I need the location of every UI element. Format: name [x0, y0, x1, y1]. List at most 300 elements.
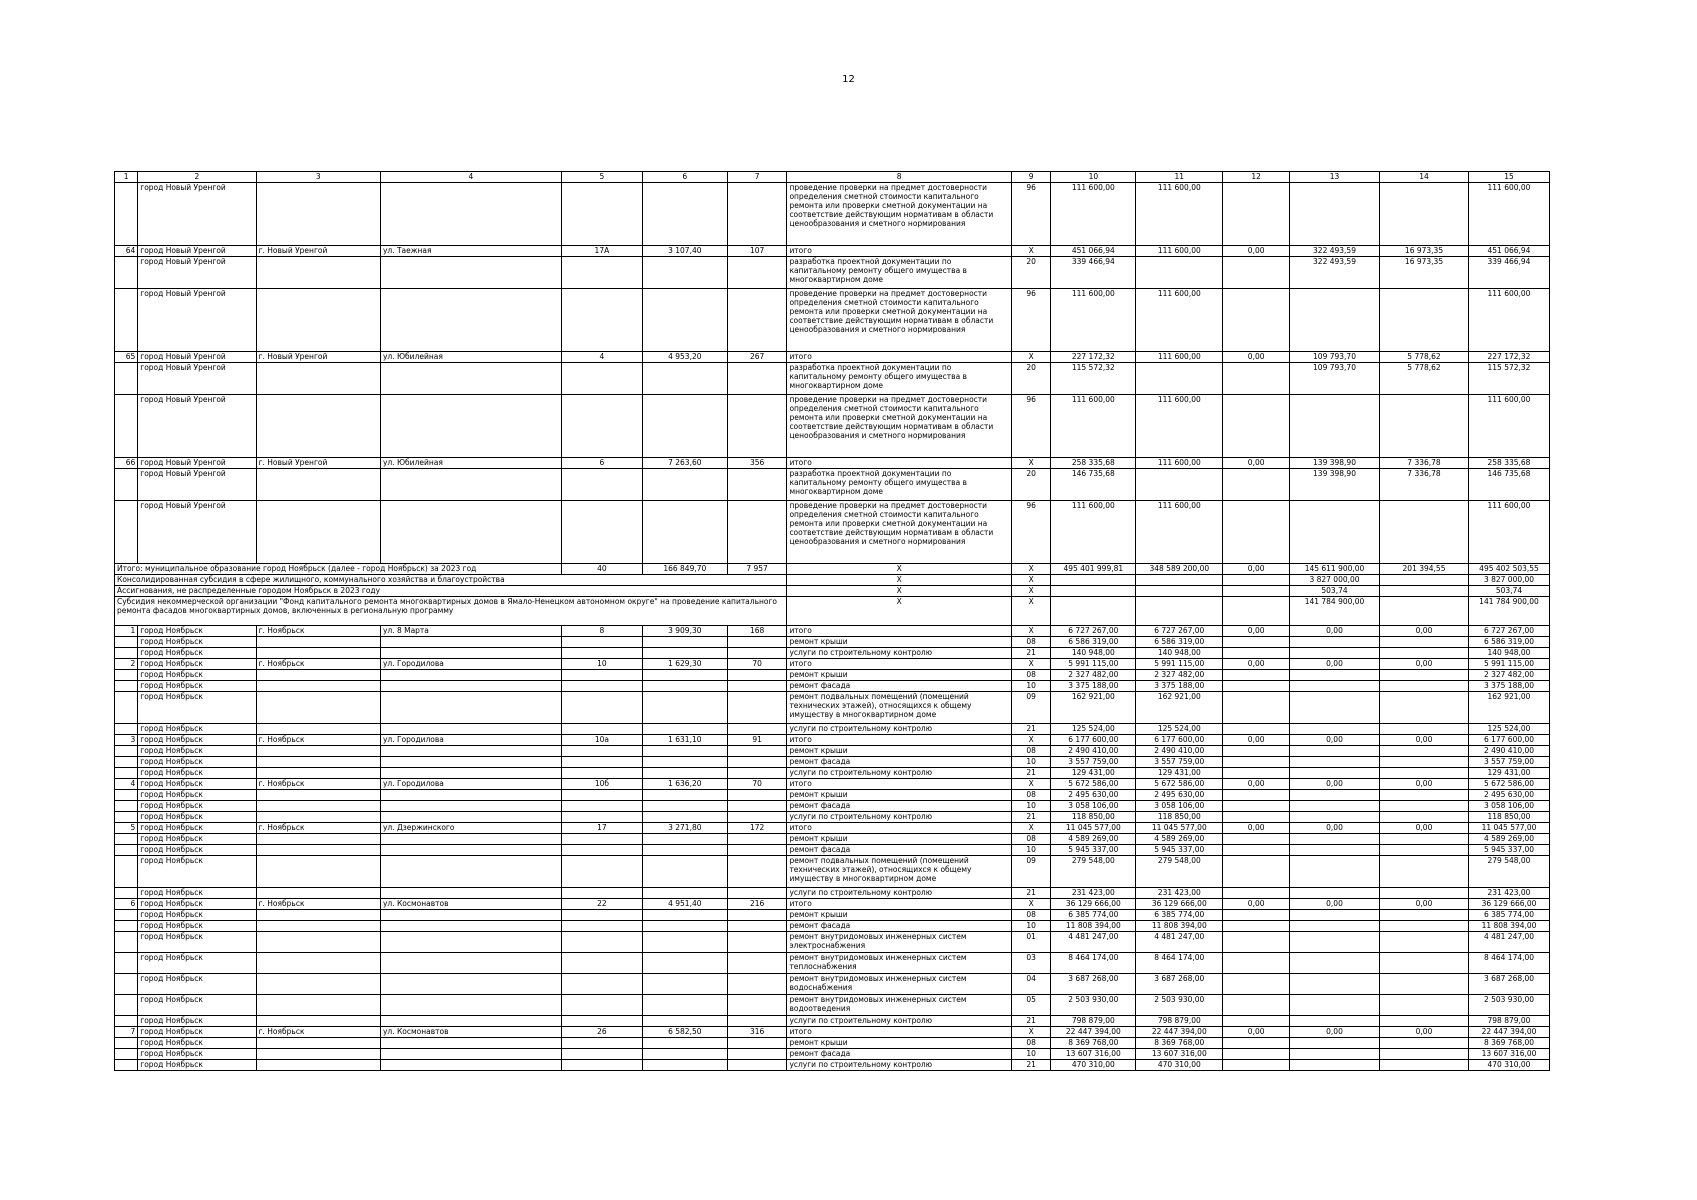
- owners-funds-cell: [1290, 501, 1380, 564]
- row-number-cell: [115, 363, 138, 395]
- total-cost-cell: 2 327 482,00: [1051, 670, 1136, 681]
- total-cost-cell: 13 607 316,00: [1051, 1049, 1136, 1060]
- other-funds-cell: 7 336,78: [1380, 469, 1469, 501]
- city-cell: г. Ноябрьск: [256, 626, 380, 637]
- local-budget-cell: [1223, 768, 1290, 779]
- other-funds-cell: [1380, 768, 1469, 779]
- local-budget-cell: [1223, 724, 1290, 735]
- final-sum-cell: 111 600,00: [1469, 501, 1550, 564]
- other-funds-cell: [1380, 812, 1469, 823]
- summary-x-cell: X: [1011, 586, 1050, 597]
- local-budget-cell: [1223, 932, 1290, 953]
- row-number-cell: [115, 856, 138, 888]
- header-cell: 13: [1290, 172, 1380, 183]
- table-row: [115, 834, 1550, 845]
- work-type-cell: разработка проектной документации по капитальному ремонту общего имущества в многоквартирном доме: [787, 469, 1012, 501]
- local-budget-cell: [1223, 1049, 1290, 1060]
- municipality-cell: город Ноябрьск: [138, 692, 256, 724]
- total-cost-cell: 3 687 268,00: [1051, 974, 1136, 995]
- municipality-cell: город Ноябрьск: [138, 995, 256, 1016]
- final-sum-cell: 6 385 774,00: [1469, 910, 1550, 921]
- total-cost-cell: 22 447 394,00: [1051, 1027, 1136, 1038]
- summary-final-cell: 141 784 900,00: [1469, 597, 1550, 626]
- local-budget-cell: [1223, 289, 1290, 352]
- area-cell: [642, 257, 727, 289]
- summary-other-cell: [1380, 575, 1469, 586]
- table-row: [115, 257, 1550, 289]
- table-row: [115, 757, 1550, 768]
- municipality-cell: город Ноябрьск: [138, 626, 256, 637]
- street-cell: [380, 812, 561, 823]
- area-cell: [642, 921, 727, 932]
- area-cell: [642, 637, 727, 648]
- final-sum-cell: 3 687 268,00: [1469, 974, 1550, 995]
- area-cell: [642, 768, 727, 779]
- budget-cell: 2 503 930,00: [1136, 995, 1223, 1016]
- budget-cell: 8 369 768,00: [1136, 1038, 1223, 1049]
- budget-cell: 4 481 247,00: [1136, 932, 1223, 953]
- summary-x-cell: X: [787, 564, 1012, 575]
- city-cell: [256, 469, 380, 501]
- owners-funds-cell: [1290, 746, 1380, 757]
- house-number-cell: [561, 501, 642, 564]
- local-budget-cell: 0,00: [1223, 823, 1290, 834]
- municipality-cell: город Ноябрьск: [138, 932, 256, 953]
- street-cell: [380, 746, 561, 757]
- residents-cell: 107: [727, 246, 787, 257]
- residents-cell: [727, 1038, 787, 1049]
- residents-cell: [727, 1016, 787, 1027]
- total-cost-cell: 451 066,94: [1051, 246, 1136, 257]
- other-funds-cell: [1380, 974, 1469, 995]
- table-row-house: [115, 626, 1550, 637]
- row-number-cell: [115, 746, 138, 757]
- work-code-cell: 20: [1011, 363, 1050, 395]
- local-budget-cell: [1223, 257, 1290, 289]
- table-row: [115, 921, 1550, 932]
- house-number-cell: 26: [561, 1027, 642, 1038]
- row-number-cell: [115, 974, 138, 995]
- budget-cell: 8 464 174,00: [1136, 953, 1223, 974]
- summary-label-cell: Ассигнования, не распределенные городом Ноябрьск в 2023 году: [115, 586, 787, 597]
- budget-cell: 140 948,00: [1136, 648, 1223, 659]
- city-cell: г. Ноябрьск: [256, 779, 380, 790]
- work-code-cell: 08: [1011, 637, 1050, 648]
- house-number-cell: 4: [561, 352, 642, 363]
- work-type-cell: разработка проектной документации по капитальному ремонту общего имущества в многоквартирном доме: [787, 257, 1012, 289]
- summary-final-cell: 495 402 503,55: [1469, 564, 1550, 575]
- house-number-cell: [561, 363, 642, 395]
- city-cell: [256, 757, 380, 768]
- street-cell: [380, 790, 561, 801]
- other-funds-cell: [1380, 746, 1469, 757]
- total-cost-cell: 5 991 115,00: [1051, 659, 1136, 670]
- house-number-cell: [561, 995, 642, 1016]
- area-cell: [642, 395, 727, 458]
- work-code-cell: 96: [1011, 395, 1050, 458]
- header-cell: 9: [1011, 172, 1050, 183]
- city-cell: [256, 888, 380, 899]
- row-number-cell: 1: [115, 626, 138, 637]
- street-cell: [380, 768, 561, 779]
- final-sum-cell: 8 464 174,00: [1469, 953, 1550, 974]
- house-number-cell: [561, 289, 642, 352]
- owners-funds-cell: [1290, 856, 1380, 888]
- area-cell: [642, 888, 727, 899]
- work-type-cell: ремонт фасада: [787, 1049, 1012, 1060]
- local-budget-cell: 0,00: [1223, 1027, 1290, 1038]
- budget-cell: 4 589 269,00: [1136, 834, 1223, 845]
- local-budget-cell: 0,00: [1223, 659, 1290, 670]
- house-number-cell: 17: [561, 823, 642, 834]
- area-cell: 3 107,40: [642, 246, 727, 257]
- row-number-cell: [115, 637, 138, 648]
- table-row: [115, 768, 1550, 779]
- row-number-cell: 6: [115, 899, 138, 910]
- street-cell: ул. Городилова: [380, 779, 561, 790]
- street-cell: [380, 1038, 561, 1049]
- work-type-cell: итого: [787, 1027, 1012, 1038]
- total-cost-cell: 8 369 768,00: [1051, 1038, 1136, 1049]
- street-cell: [380, 801, 561, 812]
- city-cell: [256, 790, 380, 801]
- house-number-cell: [561, 670, 642, 681]
- work-type-cell: ремонт крыши: [787, 790, 1012, 801]
- residents-cell: [727, 932, 787, 953]
- owners-funds-cell: 0,00: [1290, 823, 1380, 834]
- row-number-cell: [115, 910, 138, 921]
- table-row: [115, 812, 1550, 823]
- owners-funds-cell: [1290, 768, 1380, 779]
- residents-cell: [727, 910, 787, 921]
- row-number-cell: 3: [115, 735, 138, 746]
- other-funds-cell: [1380, 1016, 1469, 1027]
- local-budget-cell: 0,00: [1223, 458, 1290, 469]
- work-code-cell: 08: [1011, 834, 1050, 845]
- work-code-cell: X: [1011, 659, 1050, 670]
- row-number-cell: [115, 183, 138, 246]
- residents-cell: [727, 1060, 787, 1071]
- other-funds-cell: [1380, 888, 1469, 899]
- local-budget-cell: [1223, 845, 1290, 856]
- final-sum-cell: 140 948,00: [1469, 648, 1550, 659]
- table-row: [115, 289, 1550, 352]
- row-number-cell: 5: [115, 823, 138, 834]
- table-row: [115, 932, 1550, 953]
- owners-funds-cell: [1290, 1060, 1380, 1071]
- budget-cell: [1136, 469, 1223, 501]
- summary-local-cell: [1223, 586, 1290, 597]
- area-cell: [642, 953, 727, 974]
- work-type-cell: ремонт фасада: [787, 681, 1012, 692]
- house-number-cell: [561, 757, 642, 768]
- total-cost-cell: 111 600,00: [1051, 289, 1136, 352]
- municipality-cell: город Ноябрьск: [138, 823, 256, 834]
- city-cell: [256, 648, 380, 659]
- residents-cell: 168: [727, 626, 787, 637]
- summary-residents-cell: 7 957: [727, 564, 787, 575]
- final-sum-cell: 129 431,00: [1469, 768, 1550, 779]
- local-budget-cell: [1223, 974, 1290, 995]
- final-sum-cell: 115 572,32: [1469, 363, 1550, 395]
- owners-funds-cell: 0,00: [1290, 659, 1380, 670]
- residents-cell: [727, 692, 787, 724]
- header-cell: 2: [138, 172, 256, 183]
- work-code-cell: 01: [1011, 932, 1050, 953]
- area-cell: 3 909,30: [642, 626, 727, 637]
- city-cell: [256, 921, 380, 932]
- municipality-cell: город Ноябрьск: [138, 768, 256, 779]
- summary-final-cell: 3 827 000,00: [1469, 575, 1550, 586]
- local-budget-cell: [1223, 670, 1290, 681]
- capital-repair-table: [114, 171, 1550, 1071]
- budget-cell: 125 524,00: [1136, 724, 1223, 735]
- municipality-cell: город Ноябрьск: [138, 1016, 256, 1027]
- owners-funds-cell: [1290, 921, 1380, 932]
- street-cell: [380, 670, 561, 681]
- budget-cell: 111 600,00: [1136, 183, 1223, 246]
- budget-cell: 111 600,00: [1136, 501, 1223, 564]
- municipality-cell: город Ноябрьск: [138, 899, 256, 910]
- row-number-cell: [115, 801, 138, 812]
- table-row: [115, 363, 1550, 395]
- row-number-cell: [115, 1016, 138, 1027]
- budget-cell: 798 879,00: [1136, 1016, 1223, 1027]
- area-cell: 1 636,20: [642, 779, 727, 790]
- municipality-cell: город Новый Уренгой: [138, 395, 256, 458]
- city-cell: [256, 995, 380, 1016]
- residents-cell: [727, 953, 787, 974]
- other-funds-cell: [1380, 692, 1469, 724]
- local-budget-cell: 0,00: [1223, 735, 1290, 746]
- residents-cell: [727, 289, 787, 352]
- work-code-cell: 20: [1011, 469, 1050, 501]
- work-code-cell: 09: [1011, 692, 1050, 724]
- row-number-cell: [115, 1038, 138, 1049]
- city-cell: [256, 692, 380, 724]
- row-number-cell: [115, 953, 138, 974]
- city-cell: [256, 1038, 380, 1049]
- city-cell: [256, 834, 380, 845]
- final-sum-cell: 227 172,32: [1469, 352, 1550, 363]
- municipality-cell: город Ноябрьск: [138, 845, 256, 856]
- owners-funds-cell: 0,00: [1290, 1027, 1380, 1038]
- local-budget-cell: [1223, 910, 1290, 921]
- local-budget-cell: [1223, 1060, 1290, 1071]
- work-code-cell: 08: [1011, 790, 1050, 801]
- work-code-cell: 21: [1011, 648, 1050, 659]
- area-cell: [642, 801, 727, 812]
- summary-local-cell: [1223, 597, 1290, 626]
- work-type-cell: итого: [787, 899, 1012, 910]
- work-type-cell: итого: [787, 823, 1012, 834]
- area-cell: [642, 995, 727, 1016]
- header-cell: 4: [380, 172, 561, 183]
- table-body: [115, 172, 1550, 1071]
- house-number-cell: [561, 648, 642, 659]
- house-number-cell: 10б: [561, 779, 642, 790]
- local-budget-cell: 0,00: [1223, 899, 1290, 910]
- work-code-cell: 04: [1011, 974, 1050, 995]
- budget-cell: 6 177 600,00: [1136, 735, 1223, 746]
- total-cost-cell: 36 129 666,00: [1051, 899, 1136, 910]
- house-number-cell: [561, 834, 642, 845]
- municipality-cell: город Ноябрьск: [138, 953, 256, 974]
- city-cell: [256, 932, 380, 953]
- local-budget-cell: 0,00: [1223, 779, 1290, 790]
- local-budget-cell: [1223, 834, 1290, 845]
- residents-cell: [727, 790, 787, 801]
- table-row: [115, 183, 1550, 246]
- work-code-cell: X: [1011, 735, 1050, 746]
- work-code-cell: 21: [1011, 888, 1050, 899]
- street-cell: [380, 953, 561, 974]
- local-budget-cell: [1223, 812, 1290, 823]
- residents-cell: [727, 1049, 787, 1060]
- work-code-cell: 21: [1011, 1060, 1050, 1071]
- row-number-cell: [115, 257, 138, 289]
- total-cost-cell: 2 503 930,00: [1051, 995, 1136, 1016]
- municipality-cell: город Новый Уренгой: [138, 289, 256, 352]
- table-row-house: [115, 659, 1550, 670]
- work-type-cell: итого: [787, 352, 1012, 363]
- total-cost-cell: 6 385 774,00: [1051, 910, 1136, 921]
- municipality-cell: город Новый Уренгой: [138, 458, 256, 469]
- area-cell: [642, 289, 727, 352]
- table-row: [115, 953, 1550, 974]
- work-type-cell: ремонт внутридомовых инженерных систем водоотведения: [787, 995, 1012, 1016]
- work-type-cell: ремонт крыши: [787, 746, 1012, 757]
- city-cell: г. Новый Уренгой: [256, 458, 380, 469]
- row-number-cell: [115, 757, 138, 768]
- municipality-cell: город Ноябрьск: [138, 856, 256, 888]
- table-row: [115, 801, 1550, 812]
- area-cell: [642, 183, 727, 246]
- row-number-cell: [115, 681, 138, 692]
- header-cell: 6: [642, 172, 727, 183]
- final-sum-cell: 8 369 768,00: [1469, 1038, 1550, 1049]
- owners-funds-cell: 322 493,59: [1290, 257, 1380, 289]
- final-sum-cell: 111 600,00: [1469, 395, 1550, 458]
- total-cost-cell: 470 310,00: [1051, 1060, 1136, 1071]
- other-funds-cell: [1380, 1038, 1469, 1049]
- owners-funds-cell: [1290, 637, 1380, 648]
- other-funds-cell: [1380, 801, 1469, 812]
- summary-local-cell: [1223, 575, 1290, 586]
- total-cost-cell: 6 177 600,00: [1051, 735, 1136, 746]
- work-type-cell: ремонт подвальных помещений (помещений технических этажей), относящихся к общему имуществу в многоквартирном доме: [787, 692, 1012, 724]
- summary-final-cell: 503,74: [1469, 586, 1550, 597]
- work-type-cell: итого: [787, 458, 1012, 469]
- residents-cell: 70: [727, 659, 787, 670]
- municipality-cell: город Ноябрьск: [138, 801, 256, 812]
- summary-owners-cell: 141 784 900,00: [1290, 597, 1380, 626]
- table-row-house: [115, 352, 1550, 363]
- city-cell: [256, 1060, 380, 1071]
- other-funds-cell: [1380, 790, 1469, 801]
- total-cost-cell: 140 948,00: [1051, 648, 1136, 659]
- house-number-cell: [561, 801, 642, 812]
- owners-funds-cell: [1290, 1049, 1380, 1060]
- row-number-cell: [115, 888, 138, 899]
- city-cell: [256, 257, 380, 289]
- summary-owners-cell: 145 611 900,00: [1290, 564, 1380, 575]
- final-sum-cell: 118 850,00: [1469, 812, 1550, 823]
- local-budget-cell: [1223, 363, 1290, 395]
- owners-funds-cell: [1290, 910, 1380, 921]
- final-sum-cell: 4 589 269,00: [1469, 834, 1550, 845]
- residents-cell: [727, 801, 787, 812]
- total-cost-cell: 146 735,68: [1051, 469, 1136, 501]
- house-number-cell: [561, 395, 642, 458]
- row-number-cell: [115, 995, 138, 1016]
- work-code-cell: 10: [1011, 845, 1050, 856]
- total-cost-cell: 11 045 577,00: [1051, 823, 1136, 834]
- total-cost-cell: 3 557 759,00: [1051, 757, 1136, 768]
- final-sum-cell: 2 327 482,00: [1469, 670, 1550, 681]
- city-cell: [256, 812, 380, 823]
- street-cell: [380, 501, 561, 564]
- final-sum-cell: 125 524,00: [1469, 724, 1550, 735]
- total-cost-cell: 798 879,00: [1051, 1016, 1136, 1027]
- local-budget-cell: [1223, 648, 1290, 659]
- total-cost-cell: 118 850,00: [1051, 812, 1136, 823]
- summary-subsidy-row: [115, 597, 1550, 626]
- row-number-cell: [115, 834, 138, 845]
- street-cell: [380, 974, 561, 995]
- house-number-cell: 10а: [561, 735, 642, 746]
- table-row: [115, 856, 1550, 888]
- total-cost-cell: 111 600,00: [1051, 183, 1136, 246]
- header-cell: 8: [787, 172, 1012, 183]
- residents-cell: [727, 363, 787, 395]
- municipality-cell: город Ноябрьск: [138, 1027, 256, 1038]
- work-type-cell: ремонт фасада: [787, 845, 1012, 856]
- other-funds-cell: [1380, 648, 1469, 659]
- work-code-cell: 05: [1011, 995, 1050, 1016]
- work-code-cell: 20: [1011, 257, 1050, 289]
- street-cell: [380, 856, 561, 888]
- house-number-cell: [561, 681, 642, 692]
- owners-funds-cell: [1290, 801, 1380, 812]
- header-cell: 5: [561, 172, 642, 183]
- final-sum-cell: 13 607 316,00: [1469, 1049, 1550, 1060]
- work-type-cell: ремонт крыши: [787, 910, 1012, 921]
- area-cell: 1 629,30: [642, 659, 727, 670]
- work-code-cell: X: [1011, 246, 1050, 257]
- work-code-cell: 96: [1011, 289, 1050, 352]
- table-row-house: [115, 1027, 1550, 1038]
- total-cost-cell: 111 600,00: [1051, 395, 1136, 458]
- street-cell: [380, 681, 561, 692]
- work-type-cell: разработка проектной документации по капитальному ремонту общего имущества в многоквартирном доме: [787, 363, 1012, 395]
- city-cell: г. Ноябрьск: [256, 899, 380, 910]
- work-type-cell: ремонт подвальных помещений (помещений технических этажей), относящихся к общему имуществу в многоквартирном доме: [787, 856, 1012, 888]
- street-cell: [380, 692, 561, 724]
- summary-budget-cell: [1136, 586, 1223, 597]
- local-budget-cell: [1223, 469, 1290, 501]
- city-cell: г. Новый Уренгой: [256, 246, 380, 257]
- owners-funds-cell: [1290, 790, 1380, 801]
- work-code-cell: X: [1011, 899, 1050, 910]
- local-budget-cell: [1223, 681, 1290, 692]
- house-number-cell: [561, 768, 642, 779]
- final-sum-cell: 162 921,00: [1469, 692, 1550, 724]
- budget-cell: 3 557 759,00: [1136, 757, 1223, 768]
- street-cell: ул. Юбилейная: [380, 458, 561, 469]
- street-cell: [380, 921, 561, 932]
- city-cell: [256, 856, 380, 888]
